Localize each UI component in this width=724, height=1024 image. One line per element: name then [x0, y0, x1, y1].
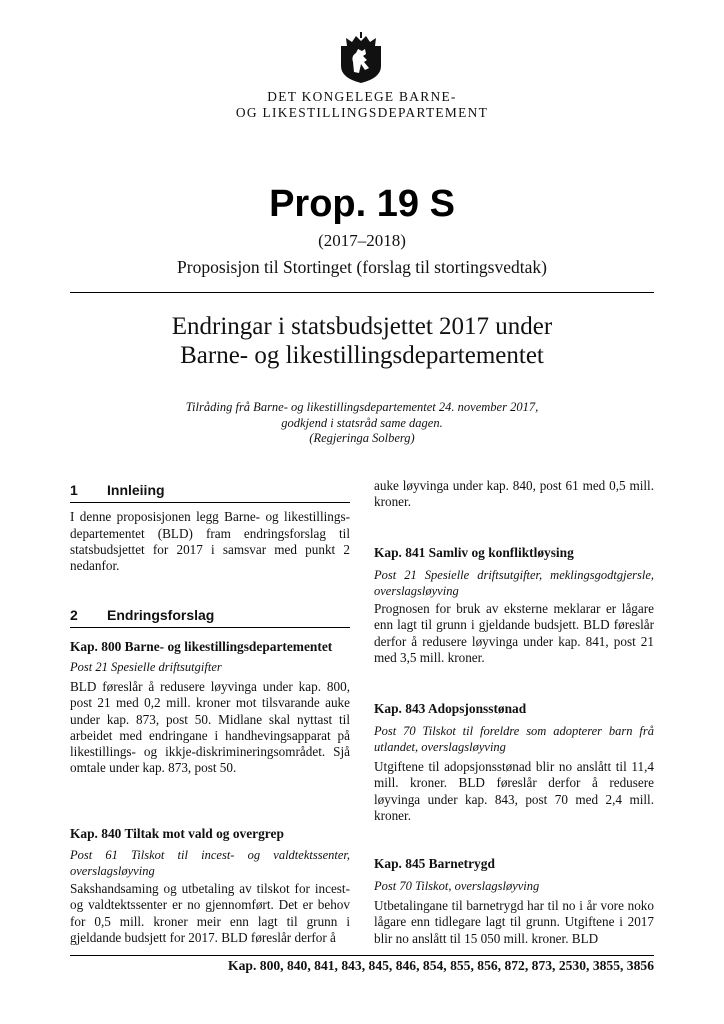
kap-text: Sakshandsaming og utbetaling av tilskot for incest- og valdtektssenter er no gjennomført. Det er behov for 0,5 mill. kroner meir enn lagt til grunn i gjeldande budsjett for 2017. BLD føreslår derfor å: [70, 881, 350, 945]
post-heading: Post 21 Spesielle driftsutgifter, meklingsgodtgjersle, overslagsløyving: [374, 568, 654, 598]
post-heading: Post 70 Tilskot, overslagsløyving: [374, 879, 540, 893]
kap-841-block: [374, 545, 654, 666]
section-1: [70, 482, 350, 574]
kap-heading: Kap. 840 Tiltak mot vald og overgrep: [70, 826, 284, 841]
kap-text: Utbetalingane til barnetrygd har til no i år vore noko lågare enn tidlegare lagt til grunn. Utgiftene i 2017 blir no anslått til 15 050 mill. kroner. BLD: [374, 898, 654, 946]
document-title: [0, 312, 724, 370]
kap-843-block: [374, 701, 654, 824]
proposition-subtitle: Proposisjon til Stortinget (forslag til stortingsvedtak): [177, 257, 547, 277]
section-heading: [70, 482, 350, 503]
kap-heading: Kap. 841 Samliv og konfliktløysing: [374, 545, 574, 560]
section-number: 2: [70, 607, 78, 623]
kap-800-block: [70, 639, 350, 777]
post-heading: Post 61 Tilskot til incest- og valdtektssenter, overslagsløyving: [70, 848, 350, 878]
tilrading-line3: (Regjeringa Solberg): [309, 431, 415, 445]
kap-heading: Kap. 845 Barnetrygd: [374, 856, 495, 871]
footer-kap-list: Kap. 800, 840, 841, 843, 845, 846, 854, 855, 856, 872, 873, 2530, 3855, 3856: [228, 958, 654, 973]
post-heading: Post 70 Tilskot til foreldre som adopterer barn frå utlandet, overslagsløyving: [374, 724, 654, 754]
kap-text: BLD føreslår å redusere løyvinga under kap. 800, post 21 med 0,2 mill. kroner mot tilsvarande auke under kap. 873, post 50. Midlane skal nyttast til arbeidet med endringane i handhevingsapparat på likestillings- og ikkje-diskrimineringsområdet. Sjå omtale under kap. 873, post 50.: [70, 679, 350, 776]
section-title: Innleiing: [107, 482, 165, 498]
kap-text: Prognosen for bruk av eksterne meklarar er lågare enn lagt til grunn i gjeldande budsjett. BLD føreslår derfor å redusere løyvinga under kap. 841, post 21 med 3,5 mill. kroner.: [374, 601, 654, 665]
kap-840-block: [70, 826, 350, 946]
title-line2: Barne- og likestillingsdepartementet: [180, 342, 544, 369]
tilrading-note: [0, 400, 724, 447]
tilrading-line2: godkjend i statsråd same dagen.: [281, 415, 443, 430]
section-text: I denne proposisjonen legg Barne- og likestillings-departementet (BLD) fram endringsforslag til statsbudsjettet for 2017 i samsvar med punkt 2 nedanfor.: [70, 509, 350, 574]
post-heading: Post 21 Spesielle driftsutgifter: [70, 660, 222, 674]
tilrading-line1: Tilråding frå Barne- og likestillingsdepartementet 24. november 2017,: [185, 400, 539, 414]
section-title: Endringsforslag: [107, 607, 215, 623]
kap-845-block: [374, 856, 654, 947]
kap-heading: Kap. 843 Adopsjonsstønad: [374, 701, 527, 716]
department-name-line1: DET KONGELEGE BARNE-: [267, 89, 457, 104]
continued-text: auke løyvinga under kap. 840, post 61 med 0,5 mill. kroner.: [374, 478, 654, 510]
kap-text: Utgiftene til adopsjonsstønad blir no anslått til 11,4 mill. kroner. BLD føreslår derfor å redusere løyvinga under kap. 843, post 70 med 2,4 mill. kroner.: [374, 759, 654, 823]
coat-of-arms-logo: [338, 32, 384, 84]
section-number: 1: [70, 482, 78, 498]
department-name-line2: OG LIKESTILLINGSDEPARTEMENT: [235, 105, 489, 120]
kap-heading: Kap. 800 Barne- og likestillingsdepartementet: [70, 639, 333, 654]
footer-divider: [70, 955, 654, 956]
section-2: [70, 607, 350, 628]
section-heading: [70, 607, 350, 628]
prop-number: Prop. 19 S: [269, 183, 455, 225]
title-line1: Endringar i statsbudsjettet 2017 under: [171, 313, 553, 340]
header-divider: [70, 292, 654, 293]
session-years: (2017–2018): [318, 231, 406, 250]
